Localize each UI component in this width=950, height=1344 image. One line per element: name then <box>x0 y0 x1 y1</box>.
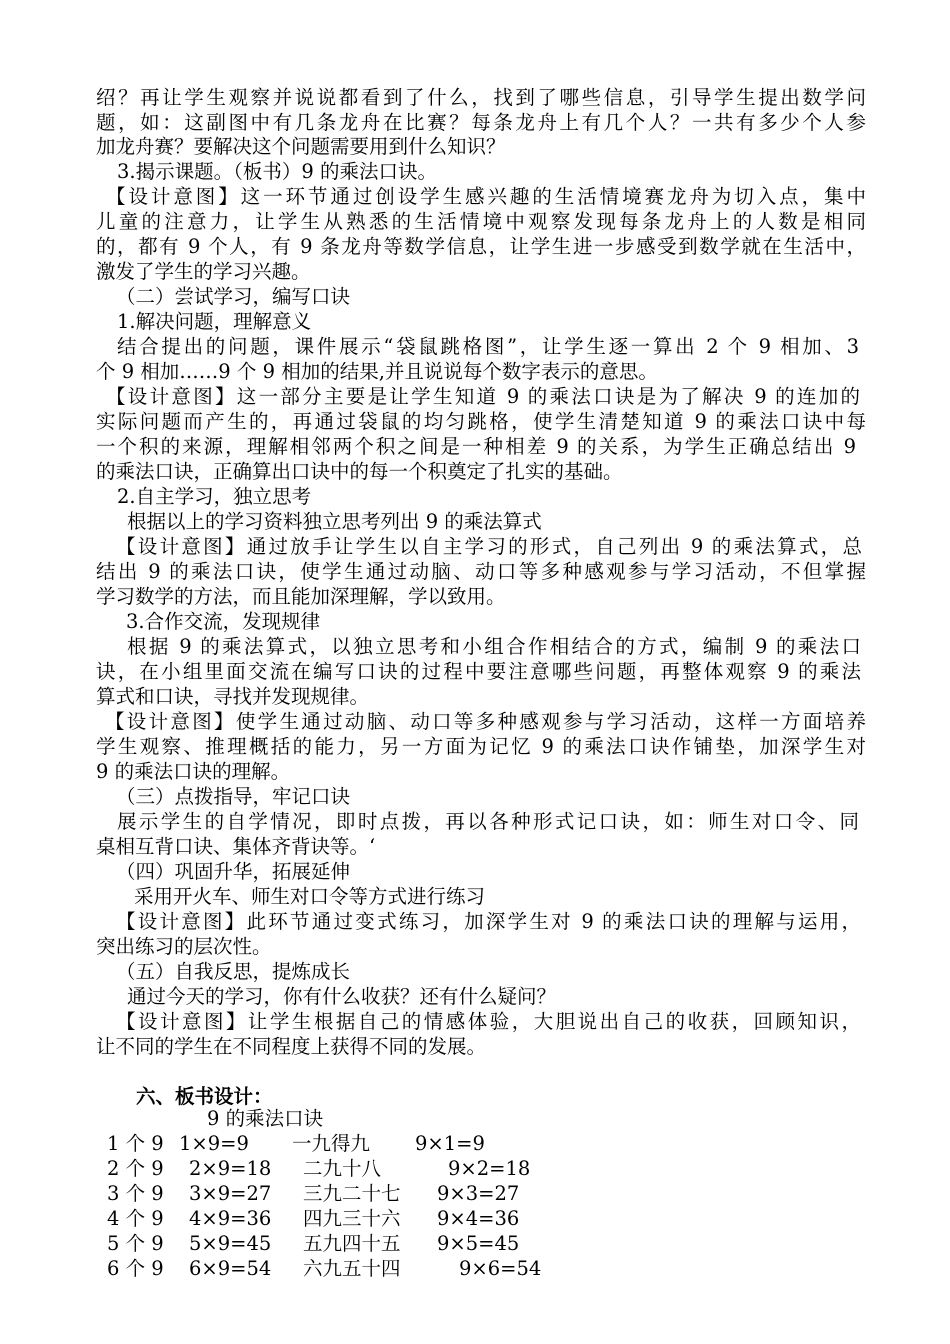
paragraph-line: 个 9 相加……9 个 9 相加的结果,并且说说每个数字表示的意思。 <box>96 360 658 383</box>
count-cell: 1 个 9 <box>107 1132 164 1155</box>
section-heading: （四）巩固升华，拓展延伸 <box>116 860 351 883</box>
formula-cell: 5×9=45 <box>189 1232 272 1255</box>
paragraph-line: 展示学生的自学情况，即时点拨，再以各种形式记口诀，如：师生对口令、同 <box>117 810 859 833</box>
step-heading: 3.合作交流，发现规律 <box>126 610 321 633</box>
rhyme-cell: 六九五十四 <box>303 1257 401 1280</box>
paragraph-line: 结合提出的问题，课件展示“袋鼠跳格图”，让学生逐一算出 2 个 9 相加、3 <box>117 335 859 358</box>
rhyme-cell: 四九三十六 <box>303 1207 401 1230</box>
paragraph-line: 学生观察、推理概括的能力，另一方面为记忆 9 的乘法口诀作铺垫，加深学生对 <box>96 735 866 758</box>
count-cell: 6 个 9 <box>107 1257 164 1280</box>
count-cell: 3 个 9 <box>107 1182 164 1205</box>
section-heading: （三）点拨指导，牢记口诀 <box>116 785 351 808</box>
reverse-formula-cell: 9×6=54 <box>459 1257 542 1280</box>
paragraph-line: 实际问题而产生的，再通过袋鼠的均匀跳格，使学生清楚知道 9 的乘法口诀中每 <box>96 410 866 433</box>
paragraph-line: 根据 9 的乘法算式，以独立思考和小组合作相结合的方式，编制 9 的乘法口 <box>127 635 861 658</box>
paragraph-line: 的，都有 9 个人，有 9 条龙舟等数学信息，让学生进一步感受到数学就在生活中， <box>96 235 866 258</box>
paragraph-line: 根据以上的学习资料独立思考列出 9 的乘法算式 <box>127 510 542 533</box>
count-cell: 2 个 9 <box>107 1157 164 1180</box>
section-heading: （二）尝试学习，编写口诀 <box>116 285 351 308</box>
board-title: 9 的乘法口诀 <box>207 1107 324 1130</box>
design-intent-line: 【设计意图】使学生通过动脑、动口等多种感观参与学习活动，这样一方面培养 <box>105 710 866 733</box>
design-intent-line: 【设计意图】这一部分主要是让学生知道 9 的乘法口诀是为了解决 9 的连加的 <box>106 385 860 408</box>
rhyme-cell: 三九二十七 <box>303 1182 401 1205</box>
paragraph-line: 算式和口诀，寻找并发现规律。 <box>96 685 370 708</box>
paragraph-line: 一个积的来源，理解相邻两个积之间是一种相差 9 的关系，为学生正确总结出 9 <box>96 435 856 458</box>
paragraph-line: 绍？再让学生观察并说说都看到了什么，找到了哪些信息，引导学生提出数学问 <box>96 86 866 109</box>
formula-cell: 3×9=27 <box>189 1182 272 1205</box>
paragraph-line: 激发了学生的学习兴趣。 <box>96 260 311 283</box>
count-cell: 4 个 9 <box>107 1207 164 1230</box>
step-heading: 1.解决问题，理解意义 <box>117 310 312 333</box>
paragraph-line: 突出练习的层次性。 <box>96 935 272 958</box>
design-intent-line: 【设计意图】这一环节通过创设学生感兴趣的生活情境赛龙舟为切入点，集中 <box>106 185 866 208</box>
paragraph-line: 采用开火车、师生对口令等方式进行练习 <box>134 885 486 908</box>
formula-cell: 6×9=54 <box>189 1257 272 1280</box>
rhyme-cell: 二九十八 <box>303 1157 382 1180</box>
board-design-heading: 六、板书设计： <box>136 1085 273 1108</box>
paragraph-line: 诀，在小组里面交流在编写口诀的过程中要注意哪些问题，再整体观察 9 的乘法 <box>96 660 861 683</box>
reverse-formula-cell: 9×3=27 <box>437 1182 520 1205</box>
count-cell: 5 个 9 <box>107 1232 164 1255</box>
paragraph-line: 题，如：这副图中有几条龙舟在比赛？每条龙舟上有几个人？一共有多少个人参 <box>96 111 866 134</box>
paragraph-line: 儿童的注意力，让学生从熟悉的生活情境中观察发现每条龙舟上的人数是相同 <box>96 210 866 233</box>
design-intent-line: 【设计意图】让学生根据自己的情感体验，大胆说出自己的收获，回顾知识， <box>116 1010 861 1033</box>
paragraph-line: 通过今天的学习，你有什么收获？还有什么疑问？ <box>127 985 557 1008</box>
reverse-formula-cell: 9×1=9 <box>415 1132 485 1155</box>
design-intent-line: 【设计意图】此环节通过变式练习，加深学生对 9 的乘法口诀的理解与运用， <box>116 910 861 933</box>
step-heading: 3.揭示课题。（板书）9 的乘法口诀。 <box>117 160 437 183</box>
paragraph-line: 结出 9 的乘法口诀，使学生通过动脑、动口等多种感观参与学习活动，不但掌握 <box>96 560 866 583</box>
paragraph-line: 学习数学的方法，而且能加深理解，学以致用。 <box>96 585 506 608</box>
reverse-formula-cell: 9×2=18 <box>448 1157 531 1180</box>
design-intent-line: 【设计意图】通过放手让学生以自主学习的形式，自己列出 9 的乘法算式，总 <box>116 535 862 558</box>
formula-cell: 1×9=9 <box>179 1132 249 1155</box>
rhyme-cell: 一九得九 <box>292 1132 371 1155</box>
reverse-formula-cell: 9×5=45 <box>437 1232 520 1255</box>
formula-cell: 2×9=18 <box>189 1157 272 1180</box>
paragraph-line: 9 的乘法口诀的理解。 <box>96 760 291 783</box>
paragraph-line: 加龙舟赛？要解决这个问题需要用到什么知识？ <box>96 135 506 158</box>
rhyme-cell: 五九四十五 <box>303 1232 401 1255</box>
reverse-formula-cell: 9×4=36 <box>437 1207 520 1230</box>
paragraph-line: 的乘法口诀，正确算出口诀中的每一个积奠定了扎实的基础。 <box>96 460 623 483</box>
section-heading: （五）自我反思，提炼成长 <box>116 960 351 983</box>
paragraph-line: 让不同的学生在不同程度上获得不同的发展。 <box>96 1035 487 1058</box>
formula-cell: 4×9=36 <box>189 1207 272 1230</box>
paragraph-line: 桌相互背口诀、集体齐背诀等。‘ <box>96 835 376 858</box>
step-heading: 2.自主学习，独立思考 <box>117 485 312 508</box>
